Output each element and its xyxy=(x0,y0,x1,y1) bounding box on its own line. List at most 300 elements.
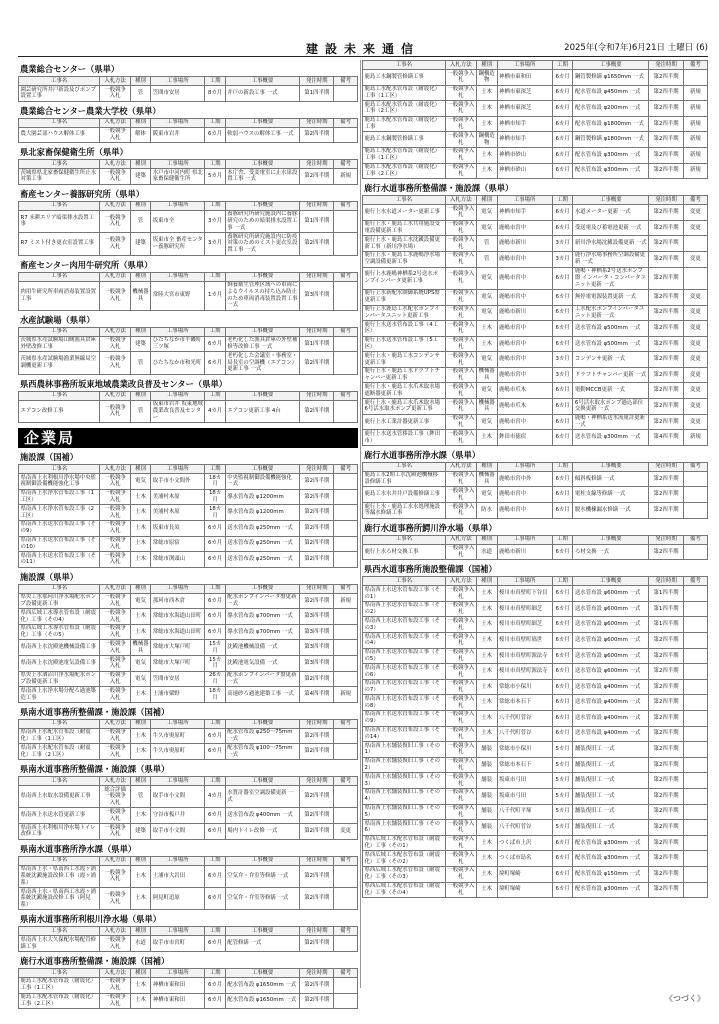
table-cell: 配水管布設 φ300mm 一式 xyxy=(573,147,649,163)
section-title: 鹿行水道事務所浄水課（県単） xyxy=(364,449,481,460)
table-cell: 送水管布設 φ250mm 一式 xyxy=(225,520,300,536)
table-cell: 土木 xyxy=(130,865,150,887)
table-cell: 6カ月 xyxy=(205,127,225,143)
table-cell: 坂東市岩井 坂東地域農業改良普及センター xyxy=(152,401,203,421)
table-cell: 鹿行上水・鹿島工水鹿嶋浄水場空調設備更新工事 xyxy=(363,251,446,267)
column-header: 工事場所 xyxy=(151,391,205,400)
column-header: 工期 xyxy=(205,968,225,977)
table-cell: 鹿嶋市宮中 xyxy=(497,487,552,503)
table-cell: 送水管布設 φ400mm 一式 xyxy=(573,710,649,726)
table-cell: ろ材交換 一式 xyxy=(573,544,649,560)
works-table xyxy=(18,776,358,840)
table-cell: 一般競争入札 xyxy=(100,127,131,143)
table-cell: 鹿嶋市宮中 xyxy=(497,321,552,337)
table-cell: 常総市小保川 xyxy=(497,679,552,695)
table-cell: 県南西上水送水管布設工事（その6） xyxy=(363,664,446,680)
table-cell: 県南西上水送水管布設工事（その4） xyxy=(363,633,446,649)
table-cell: 県南西上水送水管布設工事（その11） xyxy=(19,552,100,568)
table-cell: 6カ月 xyxy=(552,471,573,487)
table-cell: 第3四半期 xyxy=(300,281,334,310)
table-cell: 鹿行上水鹿島工水配水ポンプインバータユニット更新工事 xyxy=(363,305,446,321)
table-cell: 鹿行上水・鹿島工水沈澱設備更新工事（新川浄水場） xyxy=(363,236,446,252)
table-cell: 舗装復旧工 一式 xyxy=(573,788,649,804)
table-cell: 鹿島工水配水管布設（耐震化）工事（1工区） xyxy=(363,85,446,101)
column-header: 入札方法 xyxy=(100,77,131,86)
table-row xyxy=(363,116,708,132)
column-header: 工事場所 xyxy=(497,61,552,70)
column-header: 工事名 xyxy=(19,777,100,786)
works-table xyxy=(18,926,358,952)
column-header: 種別 xyxy=(130,327,150,336)
column-header: 工事概要 xyxy=(225,77,300,86)
table-cell xyxy=(334,281,358,310)
table-row xyxy=(363,267,708,289)
table-cell xyxy=(334,505,358,521)
table-row xyxy=(19,640,358,656)
table-cell: 神栖市砂山 xyxy=(497,163,552,179)
table-cell: 鹿島工水配水管布設（耐震化）工事（1工区） xyxy=(363,147,446,163)
page-header xyxy=(18,40,708,57)
table-row xyxy=(363,471,708,487)
table-cell: 土木 xyxy=(476,617,497,633)
table-cell: 6カ月 xyxy=(552,710,573,726)
table-cell: 変更 xyxy=(683,289,707,305)
table-cell: 県南西上水大久保配水場配管修繕工事 xyxy=(19,936,100,952)
table-cell: 土木 xyxy=(130,505,150,521)
column-header: 工事場所 xyxy=(151,118,205,127)
table-cell: 第2四半期 xyxy=(300,671,334,687)
table-cell: 変更 xyxy=(334,824,358,840)
table-cell: 県南西上水送水管布設工事（その10） xyxy=(19,536,100,552)
table-cell xyxy=(334,210,358,232)
works-table xyxy=(362,576,708,898)
table-cell: 一般競争入札 xyxy=(100,489,131,505)
table-cell: 第2四半期 xyxy=(649,367,684,383)
column-header: 入札方法 xyxy=(100,465,131,474)
table-cell: 一般競争入札 xyxy=(445,835,476,851)
section-title: 県西水道事務所施設整備課（国補） xyxy=(364,564,497,575)
table-cell: 第2四半期 xyxy=(300,786,334,808)
table-cell: 電気 xyxy=(476,414,497,430)
table-cell: 一般競争入札 xyxy=(100,281,131,310)
table-row xyxy=(363,70,708,86)
table-cell: 八千代町平塚 xyxy=(497,804,552,820)
column-header: 種別 xyxy=(476,196,497,205)
column-header: 入札方法 xyxy=(100,327,131,336)
table-cell: 第3四半期 xyxy=(300,656,334,672)
table-cell: 土木 xyxy=(476,430,497,446)
table-cell: 神栖市東和田 xyxy=(497,70,552,86)
column-header: 入札方法 xyxy=(445,196,476,205)
section-title: 県北家畜保健衛生所（県単） xyxy=(20,147,128,158)
table-cell: 県南西上水舗装復旧工事（その1） xyxy=(363,742,446,758)
table-cell xyxy=(334,489,358,505)
table-cell: 鹿嶋市新川 xyxy=(497,236,552,252)
table-cell: 配水管布設 φ100〜75mm 一式 xyxy=(225,744,300,760)
table-cell: 新規 xyxy=(683,101,707,117)
column-header: 入札方法 xyxy=(100,160,131,169)
table-cell: 建築 xyxy=(130,824,150,840)
table-cell: 坂東市弓田 xyxy=(497,788,552,804)
table-row xyxy=(363,820,708,836)
works-table xyxy=(18,272,358,311)
table-cell: 鹿嶋市新川 xyxy=(497,305,552,321)
column-header: 工事名 xyxy=(19,272,100,281)
table-cell: 第2四半期 xyxy=(649,383,684,399)
column-header: 種別 xyxy=(130,777,150,786)
table-cell: 変更 xyxy=(683,321,707,337)
column-header: 工事場所 xyxy=(497,577,552,586)
table-cell: 鹿島工水鋼製管修繕工事 xyxy=(363,132,446,148)
table-cell: 水道 xyxy=(476,544,497,560)
column-header: 備考 xyxy=(334,391,358,400)
table-cell: 第2四半期 xyxy=(300,936,334,952)
table-cell: 3カ月 xyxy=(205,210,225,232)
table-cell: 第2四半期 xyxy=(649,503,684,519)
table-cell: 第2四半期 xyxy=(649,773,684,789)
column-header: 入札方法 xyxy=(100,201,131,210)
table-row xyxy=(19,993,358,1009)
table-cell: 舗装復旧工 一式 xyxy=(573,742,649,758)
table-cell: 坂東市全 xyxy=(151,210,205,232)
column-header: 発注時期 xyxy=(649,196,684,205)
table-cell: 変更 xyxy=(683,205,707,221)
table-cell: 一般競争入札 xyxy=(445,788,476,804)
table-cell: 茨城県水産試験場漁業無線局空調機更新工事 xyxy=(19,352,100,374)
table-cell: 井戸の新設工事 一式 xyxy=(225,86,300,102)
table-cell: 第2四半期 xyxy=(649,336,684,352)
table-cell: 第2四半期 xyxy=(649,648,684,664)
table-row xyxy=(19,127,358,143)
table-cell xyxy=(683,544,707,560)
table-cell: 6カ月 xyxy=(552,336,573,352)
column-header: 入札方法 xyxy=(445,61,476,70)
column-header: 入札方法 xyxy=(100,719,131,728)
column-header: 種別 xyxy=(476,535,497,544)
column-header: 工期 xyxy=(205,584,225,593)
table-cell: 土木 xyxy=(130,744,150,760)
table-cell: 配水ポンプインバータ盤更新 一式 xyxy=(225,593,300,609)
table-cell: 取手市小文間外 xyxy=(151,474,205,490)
table-cell: 1カ月 xyxy=(205,281,225,310)
table-cell: 舗装復旧工 一式 xyxy=(573,804,649,820)
table-cell: 土木 xyxy=(476,147,497,163)
table-row xyxy=(19,593,358,609)
table-cell: 第1四半期 xyxy=(300,210,334,232)
table-row xyxy=(363,163,708,179)
column-header: 備考 xyxy=(683,462,707,471)
table-cell: 県南西上水沈殿池機械設備工事 xyxy=(19,640,100,656)
table-cell: 鹿島工水鋼製管修繕工事 xyxy=(363,70,446,86)
table-row xyxy=(363,101,708,117)
section-title: 施設課（県単） xyxy=(20,571,79,582)
column-header: 工事名 xyxy=(363,196,446,205)
column-header: 発注時期 xyxy=(300,160,334,169)
column-header: 工期 xyxy=(205,856,225,865)
table-cell: 6カ月 xyxy=(552,726,573,742)
table-cell: 配水管布設 φ250〜75mm 一式 xyxy=(225,728,300,744)
table-cell: 一般競争入札 xyxy=(445,726,476,742)
table-cell xyxy=(334,808,358,824)
table-cell: 6カ月 xyxy=(205,865,225,887)
table-cell: 舗装復旧工 一式 xyxy=(573,773,649,789)
column-header: 種別 xyxy=(130,391,150,400)
table-cell: 土木 xyxy=(476,710,497,726)
table-cell: 第2四半期 xyxy=(649,757,684,773)
table-cell: 県央上水涸沼川浄水場配水ポンプ設備更新工事 xyxy=(19,671,100,687)
table-cell: 送水管布設 φ600mm 一式 xyxy=(573,648,649,664)
table-cell: 一般競争入札 xyxy=(445,742,476,758)
table-cell xyxy=(683,679,707,695)
table-cell: 常総市本石下 xyxy=(497,757,552,773)
table-cell: 送水管布設 φ250mm 一式 xyxy=(225,552,300,568)
table-cell: 老朽化した漁具倉庫の外壁補修等改修工事 一式 xyxy=(225,336,300,352)
table-cell: 6カ月 xyxy=(552,132,573,148)
table-cell: 県南西上水舗装復旧工事（その2） xyxy=(363,757,446,773)
table-cell: 変更 xyxy=(683,336,707,352)
table-cell: 神栖市東深芝 xyxy=(497,101,552,117)
works-table xyxy=(18,391,358,423)
table-cell: 八千代町菅谷 xyxy=(497,820,552,836)
column-header: 工事名 xyxy=(363,61,446,70)
table-cell: 守谷市板戸井 xyxy=(151,808,205,824)
table-cell: 電気 xyxy=(476,267,497,289)
table-cell: 一般競争入札 xyxy=(100,210,131,232)
table-row xyxy=(19,169,358,185)
column-header: 備考 xyxy=(334,327,358,336)
table-cell: 県南西上水送水管布設工事（その2） xyxy=(363,601,446,617)
table-cell: 土木 xyxy=(476,882,497,898)
table-cell: 県西広域工水導水管布設（耐震化）工事（その5） xyxy=(19,624,100,640)
table-cell: 第2四半期 xyxy=(649,835,684,851)
column-header: 工期 xyxy=(552,61,573,70)
column-header: 工事場所 xyxy=(151,77,205,86)
table-cell: 電動MCCB更新 一式 xyxy=(573,383,649,399)
table-cell xyxy=(334,474,358,490)
table-cell: 6カ月 xyxy=(552,851,573,867)
table-cell: 新川浄水場沈澱設備更新 一式 xyxy=(573,236,649,252)
table-cell: ひたちなか市平磯町三ツ塚 xyxy=(151,336,205,352)
table-cell: 高速砂ろ過池建築工事 一式 xyxy=(225,687,300,703)
column-header: 工事場所 xyxy=(151,856,205,865)
table-cell: 県南西上水取水設備更新工事 xyxy=(19,786,100,808)
column-header: 工期 xyxy=(552,535,573,544)
table-cell: 県南西上水送水管布設工事（その9） xyxy=(19,520,100,536)
table-cell: 県南西上水浄水場分配ろ過池築造工事 xyxy=(19,687,100,703)
table-cell: 一般競争入札 xyxy=(445,101,476,117)
table-cell: 水戸市中河内町 県北家畜保健衛生所 xyxy=(152,169,203,183)
table-cell: 8カ月 xyxy=(205,86,225,102)
table-cell: 配水管布設 φ200mm 一式 xyxy=(573,101,649,117)
table-cell: 県南西上水送水管布設工事（その7） xyxy=(363,679,446,695)
table-cell: 第2四半期 xyxy=(300,728,334,744)
column-header: 工事概要 xyxy=(225,391,300,400)
column-header: 工事場所 xyxy=(151,272,205,281)
left-column xyxy=(18,60,358,1009)
table-cell: 美浦村木原 xyxy=(151,505,205,521)
table-row xyxy=(19,210,358,232)
table-cell: 6カ月 xyxy=(552,866,573,882)
table-cell: 導水管布設 φ700mm 一式 xyxy=(225,609,300,625)
table-row xyxy=(19,936,358,952)
table-cell: 第3四半期 xyxy=(300,624,334,640)
table-cell: 一般競争入札 xyxy=(445,70,476,86)
table-cell: 第2四半期 xyxy=(300,127,334,143)
table-cell: 県南西上水利根川浄水場中央監視制御設備機能強化工事 xyxy=(19,474,100,490)
table-row xyxy=(363,882,708,898)
table-cell: 一般競争入札 xyxy=(445,220,476,236)
column-header: 入札方法 xyxy=(100,777,131,786)
column-header: 工事概要 xyxy=(225,719,300,728)
table-cell: 建築 xyxy=(130,233,150,255)
table-cell: 土木 xyxy=(130,808,150,824)
table-cell: 県央工水那珂川浄水場配水ポンプ設備更新工事 xyxy=(19,593,100,609)
table-cell: 導水管布設 φ1200mm xyxy=(225,505,300,521)
table-cell: 神栖市東和田 xyxy=(151,993,205,1009)
table-row xyxy=(363,788,708,804)
column-header: 発注時期 xyxy=(300,465,334,474)
table-cell: 常陸大宮市東野 xyxy=(151,281,205,310)
table-cell xyxy=(334,624,358,640)
table-cell: 茨城県水産試験場山側漁具倉庫外壁改修工事 xyxy=(19,336,100,352)
table-cell: 県西広域工水配水管布設（耐震化）工事（その2） xyxy=(363,851,446,867)
table-cell: 場内トイレ改修 一式 xyxy=(225,824,300,840)
column-header: 工期 xyxy=(552,577,573,586)
table-cell: 変更 xyxy=(683,305,707,321)
table-cell: 鹿島工水配水管布設（耐震化）工事（2工区） xyxy=(363,163,446,179)
table-cell: 神栖市知手 xyxy=(497,205,552,221)
column-header: 工事場所 xyxy=(151,584,205,593)
table-cell: 一般競争入札 xyxy=(100,505,131,521)
table-cell: 常総市水海道山田町 xyxy=(151,624,205,640)
table-cell: 養豚研究所研究施設内に防疫対策のためのミスト更衣室設置工事 一式 xyxy=(225,233,300,255)
table-cell xyxy=(683,695,707,711)
table-cell: 第2四半期 xyxy=(649,289,684,305)
table-cell: 中央監視制御設備機能強化 一式 xyxy=(225,474,300,490)
column-header: 入札方法 xyxy=(445,577,476,586)
table-cell: 一般競争入札 xyxy=(445,695,476,711)
section-title: 鹿行水道事務所鰐川浄水場（県単） xyxy=(364,522,497,533)
table-cell: 養豚研究所研究施設内に養豚研究のための暗渠排水設置工事 一式 xyxy=(225,210,300,232)
table-cell: 機械器具 xyxy=(130,281,150,310)
table-cell: 第2四半期 xyxy=(649,163,684,179)
table-cell xyxy=(683,788,707,804)
column-header: 工事概要 xyxy=(225,118,300,127)
table-cell: 第2四半期 xyxy=(300,888,334,910)
column-header: 工事概要 xyxy=(225,160,300,169)
table-row xyxy=(363,710,708,726)
table-cell: 鹿行上水水道メーター更新工事 xyxy=(363,205,446,221)
table-cell: 県南西上水浄水管布設工事（1工区） xyxy=(19,489,100,505)
column-header: 備考 xyxy=(683,535,707,544)
table-cell: 鹿行上水工業計器更新工事 xyxy=(363,414,446,430)
table-cell: 3カ月 xyxy=(552,251,573,267)
table-cell: 土木 xyxy=(476,835,497,851)
section-title: 水産試験場（県単） xyxy=(20,314,95,325)
column-header: 工事名 xyxy=(363,535,446,544)
table-cell: 6カ月 xyxy=(552,586,573,602)
table-cell: 第1四半期 xyxy=(649,586,684,602)
table-cell: 6カ月 xyxy=(552,289,573,305)
column-header: 工期 xyxy=(205,118,225,127)
table-row xyxy=(363,664,708,680)
works-table xyxy=(362,462,708,519)
column-header: 工事場所 xyxy=(151,719,205,728)
table-cell xyxy=(683,648,707,664)
table-cell xyxy=(334,640,358,656)
table-cell xyxy=(683,664,707,680)
table-row xyxy=(19,536,358,552)
issue-date: 2025年(令和7年)6月21日 土曜日 (6) xyxy=(564,43,708,53)
table-cell: 桜川市真壁町細芝 xyxy=(497,617,552,633)
table-cell: 一般競争入札 xyxy=(445,679,476,695)
table-cell: 笠間市安居 xyxy=(151,671,205,687)
table-cell: 鹿行上水・鹿島工水ドラフトチャンバー更新工事 xyxy=(363,367,446,383)
table-cell: 第2四半期 xyxy=(300,865,334,887)
table-cell: 一般競争入札 xyxy=(100,352,131,374)
table-cell: 土木 xyxy=(130,624,150,640)
table-cell xyxy=(334,977,358,993)
column-header: 発注時期 xyxy=(300,272,334,281)
table-cell: 6カ月 xyxy=(552,383,573,399)
column-header: 工期 xyxy=(205,927,225,936)
table-cell: 一般競争入札 xyxy=(100,400,131,422)
table-cell: 土木 xyxy=(476,321,497,337)
table-cell: 笠間市安居 xyxy=(151,86,205,102)
table-cell: 第2四半期 xyxy=(649,633,684,649)
table-cell: 6カ月 xyxy=(552,85,573,101)
table-cell: 第2四半期 xyxy=(649,664,684,680)
table-cell: 18カ月 xyxy=(205,505,225,521)
table-cell: 常総市小保川 xyxy=(497,742,552,758)
column-header: 備考 xyxy=(334,719,358,728)
table-cell: 一般競争入札 xyxy=(100,687,131,703)
table-cell: 6カ月 xyxy=(552,205,573,221)
table-cell: 取手市小文間 xyxy=(151,786,205,808)
table-cell: 県西広域工水配水管布設（耐震化）工事（その1） xyxy=(363,835,446,851)
table-row xyxy=(19,824,358,840)
table-cell: 送水管布設 φ600mm 一式 xyxy=(573,586,649,602)
column-header: 工期 xyxy=(205,391,225,400)
works-table xyxy=(18,327,358,375)
table-cell: 第2四半期 xyxy=(649,305,684,321)
table-cell: 第2四半期 xyxy=(649,544,684,560)
table-cell: 土木 xyxy=(476,101,497,117)
table-cell: 管 xyxy=(130,786,150,808)
column-header: 工事概要 xyxy=(225,465,300,474)
column-header: 種別 xyxy=(130,118,150,127)
table-cell: 変更 xyxy=(683,367,707,383)
table-cell: 変更 xyxy=(683,399,707,415)
table-cell: 新規 xyxy=(683,163,707,179)
section-title: 県南水道事務所整備課・施設課（県単） xyxy=(20,764,170,775)
table-cell: 美浦村木原 xyxy=(151,489,205,505)
table-cell: 第2四半期 xyxy=(300,400,334,422)
table-cell: 5カ月 xyxy=(552,742,573,758)
column-header: 工事場所 xyxy=(151,465,205,474)
table-cell: 鋼構造物 xyxy=(476,70,497,86)
column-header: 入札方法 xyxy=(100,856,131,865)
column-header: 備考 xyxy=(334,201,358,210)
table-cell: 桜川市真壁町下谷貝 xyxy=(497,586,552,602)
table-row xyxy=(363,601,708,617)
column-header: 種別 xyxy=(130,465,150,474)
table-cell: 鹿島工水配水管布設（耐震化）工事（1工区） xyxy=(19,977,100,993)
section-title: 畜産センター養豚研究所（県単） xyxy=(20,188,145,199)
table-cell: 一般競争入札 xyxy=(445,471,476,487)
works-table xyxy=(18,719,358,760)
table-cell: 6カ月 xyxy=(205,609,225,625)
